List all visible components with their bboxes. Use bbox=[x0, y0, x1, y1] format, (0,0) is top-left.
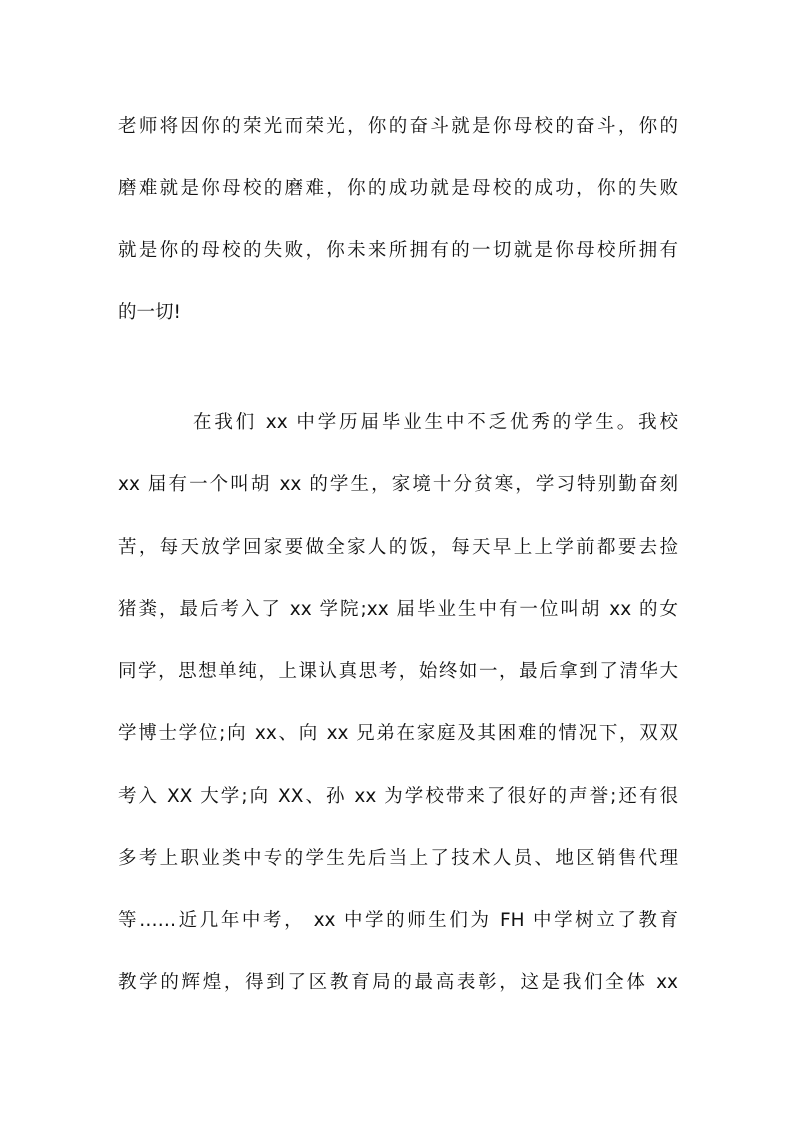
paragraph-2-line-7: 考入 XX 大学;向 XX、孙 xx 为学校带来了很好的声誉;还有很 bbox=[118, 786, 678, 807]
paragraph-1-line-2: 磨难就是你母校的磨难，你的成功就是母校的成功，你的失败 bbox=[118, 178, 678, 199]
paragraph-1-line-4: 的一切! bbox=[118, 302, 181, 323]
paragraph-2-line-4: 猪粪，最后考入了 xx 学院;xx 届毕业生中有一位叫胡 xx 的女 bbox=[118, 599, 678, 620]
paragraph-1-line-3: 就是你的母校的失败，你未来所拥有的一切就是你母校所拥有 bbox=[118, 240, 678, 261]
paragraph-1-line-1: 老师将因你的荣光而荣光，你的奋斗就是你母校的奋斗，你的 bbox=[118, 116, 678, 137]
paragraph-2-line-2: xx 届有一个叫胡 xx 的学生，家境十分贫寒，学习特别勤奋刻 bbox=[118, 474, 678, 495]
paragraph-2-line-3: 苦，每天放学回家要做全家人的饭，每天早上上学前都要去捡 bbox=[118, 537, 678, 558]
paragraph-2-line-8: 多考上职业类中专的学生先后当上了技术人员、地区销售代理 bbox=[118, 848, 678, 869]
paragraph-2-line-10: 教学的辉煌，得到了区教育局的最高表彰，这是我们全体 xx bbox=[118, 972, 678, 993]
paragraph-2-line-1: 在我们 xx 中学历届毕业生中不乏优秀的学生。我校 bbox=[193, 412, 678, 433]
paragraph-2-line-6: 学博士学位;向 xx、向 xx 兄弟在家庭及其困难的情况下，双双 bbox=[118, 723, 678, 744]
paragraph-2-line-9: 等……近几年中考， xx 中学的师生们为 FH 中学树立了教育 bbox=[118, 910, 678, 931]
paragraph-2-line-5: 同学，思想单纯，上课认真思考，始终如一，最后拿到了清华大 bbox=[118, 661, 678, 682]
